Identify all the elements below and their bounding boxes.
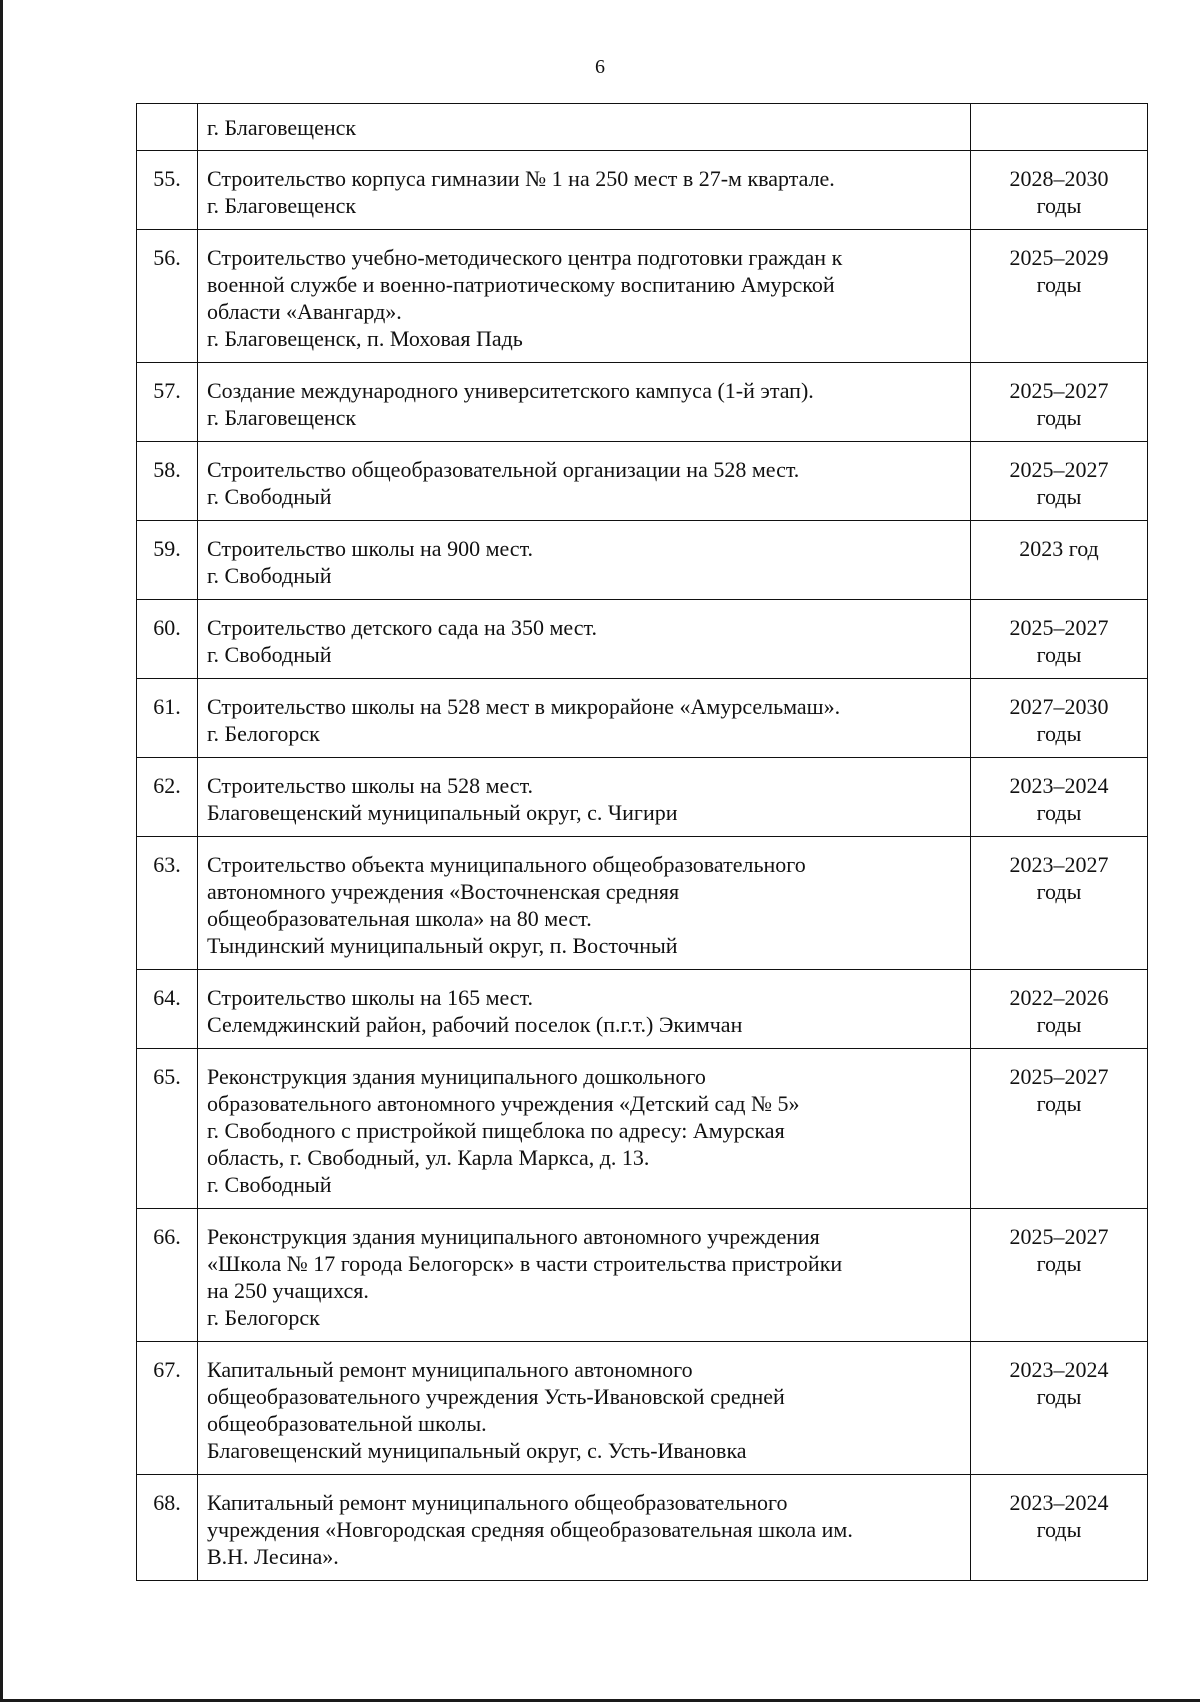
- description-line: Строительство детского сада на 350 мест.: [207, 615, 597, 640]
- row-years: [971, 104, 1148, 151]
- table-row: [137, 1342, 1148, 1475]
- table-row: [137, 1209, 1148, 1342]
- description-line: Капитальный ремонт муниципального общеобразовательного: [207, 1490, 788, 1515]
- row-description: [198, 230, 971, 363]
- description-line: «Школа № 17 города Белогорск» в части строительства пристройки: [207, 1251, 843, 1276]
- row-description: [198, 521, 971, 600]
- description-line: автономного учреждения «Восточненская средняя: [207, 879, 680, 904]
- row-years: [971, 600, 1148, 679]
- years-word: годы: [1036, 879, 1082, 904]
- row-description: [198, 442, 971, 521]
- description-line: образовательного автономного учреждения «Детский сад № 5»: [207, 1091, 800, 1116]
- table-row: [137, 600, 1148, 679]
- row-description: [198, 679, 971, 758]
- description-line: г. Свободный: [207, 484, 332, 509]
- row-years: [971, 970, 1148, 1049]
- description-line: В.Н. Лесина».: [207, 1544, 339, 1569]
- row-number: 58.: [137, 442, 198, 521]
- years-word: годы: [1036, 484, 1082, 509]
- row-number: 60.: [137, 600, 198, 679]
- row-number: 62.: [137, 758, 198, 837]
- years-range: 2025–2027: [1009, 1224, 1109, 1249]
- description-line: г. Белогорск: [207, 721, 320, 746]
- description-line: общеобразовательная школа» на 80 мест.: [207, 906, 592, 931]
- description-line: Капитальный ремонт муниципального автономного: [207, 1357, 693, 1382]
- table-row: [137, 442, 1148, 521]
- row-years: [971, 1209, 1148, 1342]
- description-line: Благовещенский муниципальный округ, с. Усть-Ивановка: [207, 1438, 747, 1463]
- description-line: Строительство школы на 528 мест в микрорайоне «Амурсельмаш».: [207, 694, 841, 719]
- table-row: [137, 363, 1148, 442]
- row-description: [198, 600, 971, 679]
- page-number: 6: [595, 56, 605, 78]
- row-number: 61.: [137, 679, 198, 758]
- table-row: [137, 1475, 1148, 1581]
- description-line: Реконструкция здания муниципального автономного учреждения: [207, 1224, 820, 1249]
- row-number: [137, 104, 198, 151]
- table-row: [137, 521, 1148, 600]
- row-years: [971, 151, 1148, 230]
- row-number: 64.: [137, 970, 198, 1049]
- row-description: [198, 758, 971, 837]
- row-description: [198, 837, 971, 970]
- description-line: Строительство школы на 900 мест.: [207, 536, 534, 561]
- row-description: [198, 1342, 971, 1475]
- row-number: 56.: [137, 230, 198, 363]
- years-word: годы: [1036, 1517, 1082, 1542]
- row-description: [198, 1209, 971, 1342]
- row-description: [198, 151, 971, 230]
- years-word: годы: [1036, 1251, 1082, 1276]
- years-word: годы: [1036, 642, 1082, 667]
- row-description: [198, 363, 971, 442]
- table-row: [137, 758, 1148, 837]
- description-line: области «Авангард».: [207, 299, 402, 324]
- row-years: [971, 1475, 1148, 1581]
- years-word: годы: [1036, 1091, 1082, 1116]
- row-number: 65.: [137, 1049, 198, 1209]
- years-range: 2027–2030: [1009, 694, 1109, 719]
- construction-objects-table: [136, 103, 1148, 1581]
- description-line: Строительство корпуса гимназии № 1 на 250 мест в 27-м квартале.: [207, 166, 835, 191]
- row-number: 59.: [137, 521, 198, 600]
- description-line: Строительство учебно-методического центра подготовки граждан к: [207, 245, 843, 270]
- description-line: г. Благовещенск: [207, 115, 357, 140]
- years-range: 2025–2029: [1009, 245, 1109, 270]
- row-years: [971, 1342, 1148, 1475]
- row-number: 67.: [137, 1342, 198, 1475]
- row-years: [971, 363, 1148, 442]
- years-word: годы: [1036, 800, 1082, 825]
- description-line: Благовещенский муниципальный округ, с. Чигири: [207, 800, 678, 825]
- description-line: г. Благовещенск, п. Моховая Падь: [207, 326, 523, 351]
- table-row: [137, 970, 1148, 1049]
- description-line: г. Благовещенск: [207, 405, 357, 430]
- table-row: [137, 151, 1148, 230]
- description-line: Строительство школы на 528 мест.: [207, 773, 534, 798]
- years-word: годы: [1036, 193, 1082, 218]
- years-word: годы: [1036, 1384, 1082, 1409]
- row-years: [971, 442, 1148, 521]
- row-years: [971, 1049, 1148, 1209]
- years-range: 2025–2027: [1009, 1064, 1109, 1089]
- description-line: г. Свободного с пристройкой пищеблока по адресу: Амурская: [207, 1118, 785, 1143]
- description-line: общеобразовательной школы.: [207, 1411, 487, 1436]
- years-word: годы: [1036, 1012, 1082, 1037]
- years-word: годы: [1036, 405, 1082, 430]
- row-description: [198, 1475, 971, 1581]
- description-line: Строительство общеобразовательной организации на 528 мест.: [207, 457, 800, 482]
- table-body: [137, 104, 1148, 1581]
- description-line: Тындинский муниципальный округ, п. Восточный: [207, 933, 678, 958]
- scan-edge-left: [0, 0, 3, 1702]
- years-range: 2023–2024: [1009, 1357, 1109, 1382]
- row-number: 63.: [137, 837, 198, 970]
- table-row: [137, 230, 1148, 363]
- description-line: Создание международного университетского кампуса (1-й этап).: [207, 378, 814, 403]
- description-line: г. Свободный: [207, 642, 332, 667]
- description-line: г. Свободный: [207, 563, 332, 588]
- table-row: [137, 1049, 1148, 1209]
- years-word: годы: [1036, 721, 1082, 746]
- row-years: [971, 758, 1148, 837]
- row-description: [198, 970, 971, 1049]
- description-line: Строительство школы на 165 мест.: [207, 985, 534, 1010]
- row-number: 57.: [137, 363, 198, 442]
- description-line: г. Белогорск: [207, 1305, 320, 1330]
- description-line: учреждения «Новгородская средняя общеобразовательная школа им.: [207, 1517, 853, 1542]
- description-line: военной службе и военно-патриотическому воспитанию Амурской: [207, 272, 835, 297]
- row-years: [971, 679, 1148, 758]
- row-years: [971, 837, 1148, 970]
- row-years: [971, 230, 1148, 363]
- description-line: Строительство объекта муниципального общеобразовательного: [207, 852, 806, 877]
- description-line: область, г. Свободный, ул. Карла Маркса, д. 13.: [207, 1145, 650, 1170]
- row-description: [198, 104, 971, 151]
- years-range: 2023–2027: [1009, 852, 1109, 877]
- years-range: 2028–2030: [1009, 166, 1109, 191]
- description-line: на 250 учащихся.: [207, 1278, 369, 1303]
- description-line: г. Свободный: [207, 1172, 332, 1197]
- description-line: общеобразовательного учреждения Усть-Ивановской средней: [207, 1384, 785, 1409]
- years-range: 2023–2024: [1009, 773, 1109, 798]
- row-years: [971, 521, 1148, 600]
- table-row: [137, 104, 1148, 151]
- years-range: 2025–2027: [1009, 457, 1109, 482]
- years-range: 2022–2026: [1009, 985, 1109, 1010]
- description-line: Реконструкция здания муниципального дошкольного: [207, 1064, 706, 1089]
- table-row: [137, 679, 1148, 758]
- row-number: 55.: [137, 151, 198, 230]
- years-range: 2025–2027: [1009, 378, 1109, 403]
- years-range: 2023–2024: [1009, 1490, 1109, 1515]
- years-range: 2023 год: [1019, 536, 1099, 561]
- row-description: [198, 1049, 971, 1209]
- row-number: 68.: [137, 1475, 198, 1581]
- row-number: 66.: [137, 1209, 198, 1342]
- description-line: Селемджинский район, рабочий поселок (п.г.т.) Экимчан: [207, 1012, 743, 1037]
- years-word: годы: [1036, 272, 1082, 297]
- years-range: 2025–2027: [1009, 615, 1109, 640]
- table-row: [137, 837, 1148, 970]
- description-line: г. Благовещенск: [207, 193, 357, 218]
